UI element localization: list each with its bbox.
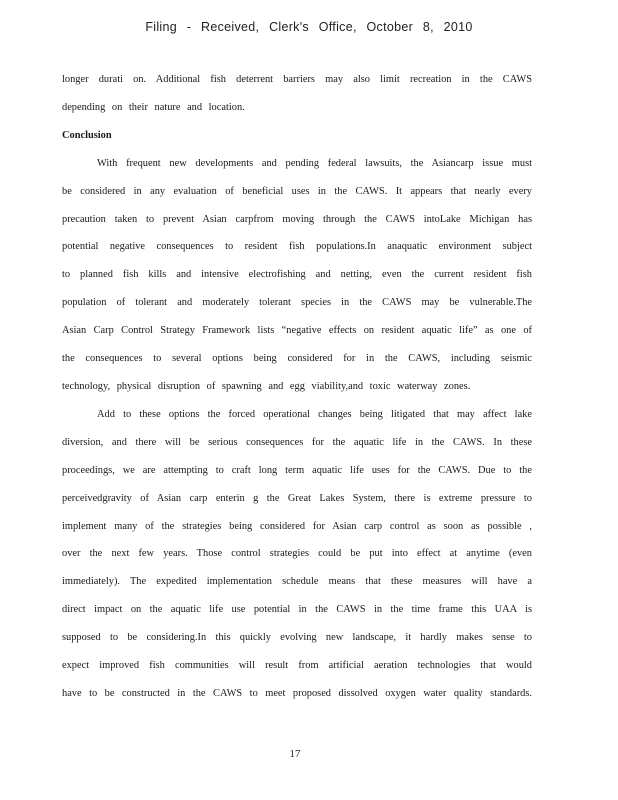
paragraph-first-line: With frequent new developments and pending federal lawsuits, the Asiancarp issue must	[97, 157, 532, 169]
text-line: perceivedgravity of Asian carp enterin g the Great Lakes System, there is extreme pressure to	[62, 492, 532, 504]
section-heading-conclusion: Conclusion	[62, 129, 112, 141]
text-line: population of tolerant and moderately tolerant species in the CAWS may be vulnerable.The	[62, 297, 532, 309]
document-body	[62, 66, 532, 708]
text-line: to planned fish kills and intensive electrofishing and netting, even the current resident fish	[62, 269, 532, 281]
filing-header: Filing - Received, Clerk's Office, October 8, 2010	[145, 20, 473, 34]
text-line: immediately). The expedited implementation schedule means that these measures will have a	[62, 576, 532, 588]
text-line: supposed to be considering.In this quickly evolving new landscape, it hardly makes sense to	[62, 632, 532, 644]
text-line: direct impact on the aquatic life use potential in the CAWS in the time frame this UAA is	[62, 604, 532, 616]
text-line: over the next few years. Those control strategies could be put into effect at anytime (even	[62, 548, 532, 560]
text-line: potential negative consequences to resident fish populations.In anaquatic environment subject	[62, 241, 532, 253]
text-line: technology, physical disruption of spawning and egg viability,and toxic waterway zones.	[62, 380, 471, 392]
paragraph-first-line: Add to these options the forced operational changes being litigated that may affect lake	[97, 408, 532, 420]
text-line: Asian Carp Control Strategy Framework lists “negative effects on resident aquatic life” as one of	[62, 325, 532, 337]
text-line: diversion, and there will be serious consequences for the aquatic life in the CAWS. In these	[62, 436, 532, 448]
text-line: have to be constructed in the CAWS to meet proposed dissolved oxygen water quality standards.	[62, 687, 532, 699]
text-line: precaution taken to prevent Asian carpfrom moving through the CAWS intoLake Michigan has	[62, 213, 532, 225]
text-line: depending on their nature and location.	[62, 101, 245, 113]
text-line: implement many of the strategies being considered for Asian carp control as soon as possible ,	[62, 520, 532, 532]
text-line: longer durati on. Additional fish deterrent barriers may also limit recreation in the CAWS	[62, 74, 532, 85]
text-line: proceedings, we are attempting to craft long term aquatic life uses for the CAWS. Due to the	[62, 464, 532, 476]
text-line: be considered in any evaluation of beneficial uses in the CAWS. It appears that nearly every	[62, 185, 532, 197]
text-line: expect improved fish communities will result from artificial aeration technologies that would	[62, 660, 532, 672]
page-number: 17	[289, 748, 301, 760]
text-line: the consequences to several options being considered for in the CAWS, including seismic	[62, 353, 532, 365]
